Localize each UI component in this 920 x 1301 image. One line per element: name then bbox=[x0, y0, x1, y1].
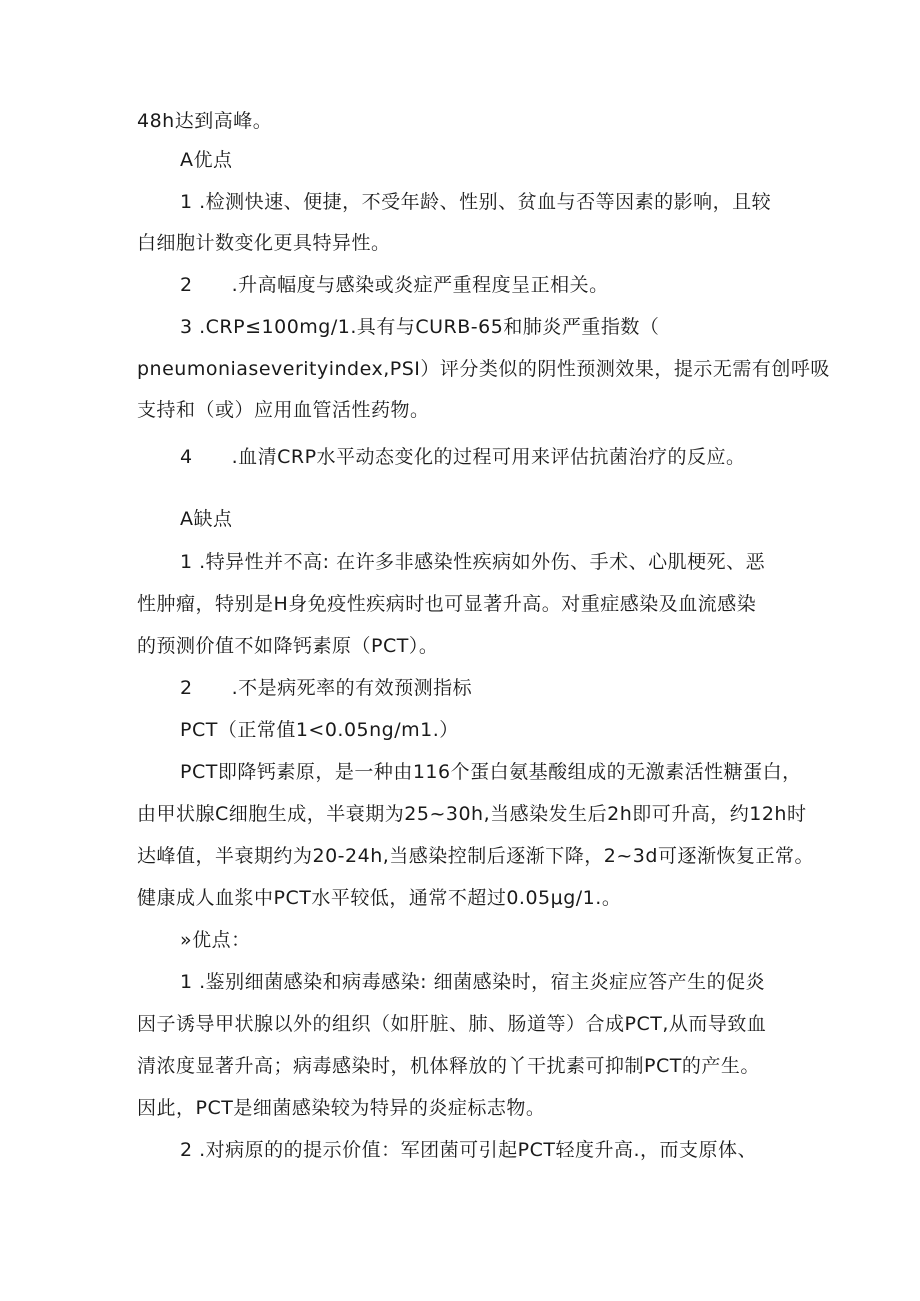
list-item-4: 4 .血清CRP水平动态变化的过程可用来评估抗菌治疗的反应。 bbox=[180, 446, 746, 468]
list-item-1-line-2: 因子诱导甲状腺以外的组织（如肝脏、肺、肠道等）合成PCT,从而导致血 bbox=[137, 1013, 767, 1035]
list-item-1-line-1: 1 .鉴别细菌感染和病毒感染: 细菌感染时，宿主炎症应答产生的促炎 bbox=[180, 971, 766, 993]
list-item-1-line-3: 清浓度显著升高；病毒感染时，机体释放的丫干扰素可抑制PCT的产生。 bbox=[137, 1055, 760, 1077]
text-line-continuation: 48h达到高峰。 bbox=[137, 110, 273, 132]
paragraph-line-2: 由甲状腺C细胞生成，半衰期为25~30h,当感染发生后2h即可升高，约12h时 bbox=[137, 803, 807, 825]
list-item-3-line-3: 支持和（或）应用血管活性药物。 bbox=[137, 399, 430, 421]
list-item-1-line-2: 性肿瘤，特别是H身免疫性疾病时也可显著升高。对重症感染及血流感染 bbox=[137, 593, 757, 615]
list-item-1-line-1: 1 .检测快速、便捷，不受年龄、性别、贫血与否等因素的影响，且较 bbox=[180, 191, 772, 213]
list-item-2: 2 .不是病死率的有效预测指标 bbox=[180, 677, 473, 699]
list-item-1-line-2: 白细胞计数变化更具特异性。 bbox=[137, 232, 391, 254]
list-item-3-line-2: pneumoniaseverityindex,PSI）评分类似的阴性预测效果，提示无需有创呼吸 bbox=[137, 358, 830, 380]
paragraph-line-1: PCT即降钙素原，是一种由116个蛋白氨基酸组成的无激素活性糖蛋白， bbox=[180, 761, 802, 783]
paragraph-line-3: 达峰值，半衰期约为20-24h,当感染控制后逐渐下降，2~3d可逐渐恢复正常。 bbox=[137, 845, 814, 867]
section-heading-advantages: A优点 bbox=[180, 149, 233, 171]
section-heading-pct-advantages: »优点： bbox=[180, 929, 251, 951]
section-heading-disadvantages: A缺点 bbox=[180, 508, 233, 530]
list-item-1-line-1: 1 .特异性并不高: 在许多非感染性疾病如外伤、手术、心肌梗死、恶 bbox=[180, 551, 766, 573]
list-item-2: 2 .升高幅度与感染或炎症严重程度呈正相关。 bbox=[180, 274, 609, 296]
section-heading-pct: PCT（正常值1<0.05ng/m1.） bbox=[180, 719, 459, 741]
list-item-2-line-1: 2 .对病原的的提示价值：军团菌可引起PCT轻度升高.，而支原体、 bbox=[180, 1139, 758, 1161]
list-item-1-line-4: 因此，PCT是细菌感染较为特异的炎症标志物。 bbox=[137, 1097, 546, 1119]
list-item-1-line-3: 的预测价值不如降钙素原（PCT）。 bbox=[137, 635, 439, 657]
paragraph-line-4: 健康成人血浆中PCT水平较低，通常不超过0.05μg/1.。 bbox=[137, 887, 622, 909]
list-item-3-line-1: 3 .CRP≤100mg/1.具有与CURB-65和肺炎严重指数（ bbox=[180, 316, 660, 338]
